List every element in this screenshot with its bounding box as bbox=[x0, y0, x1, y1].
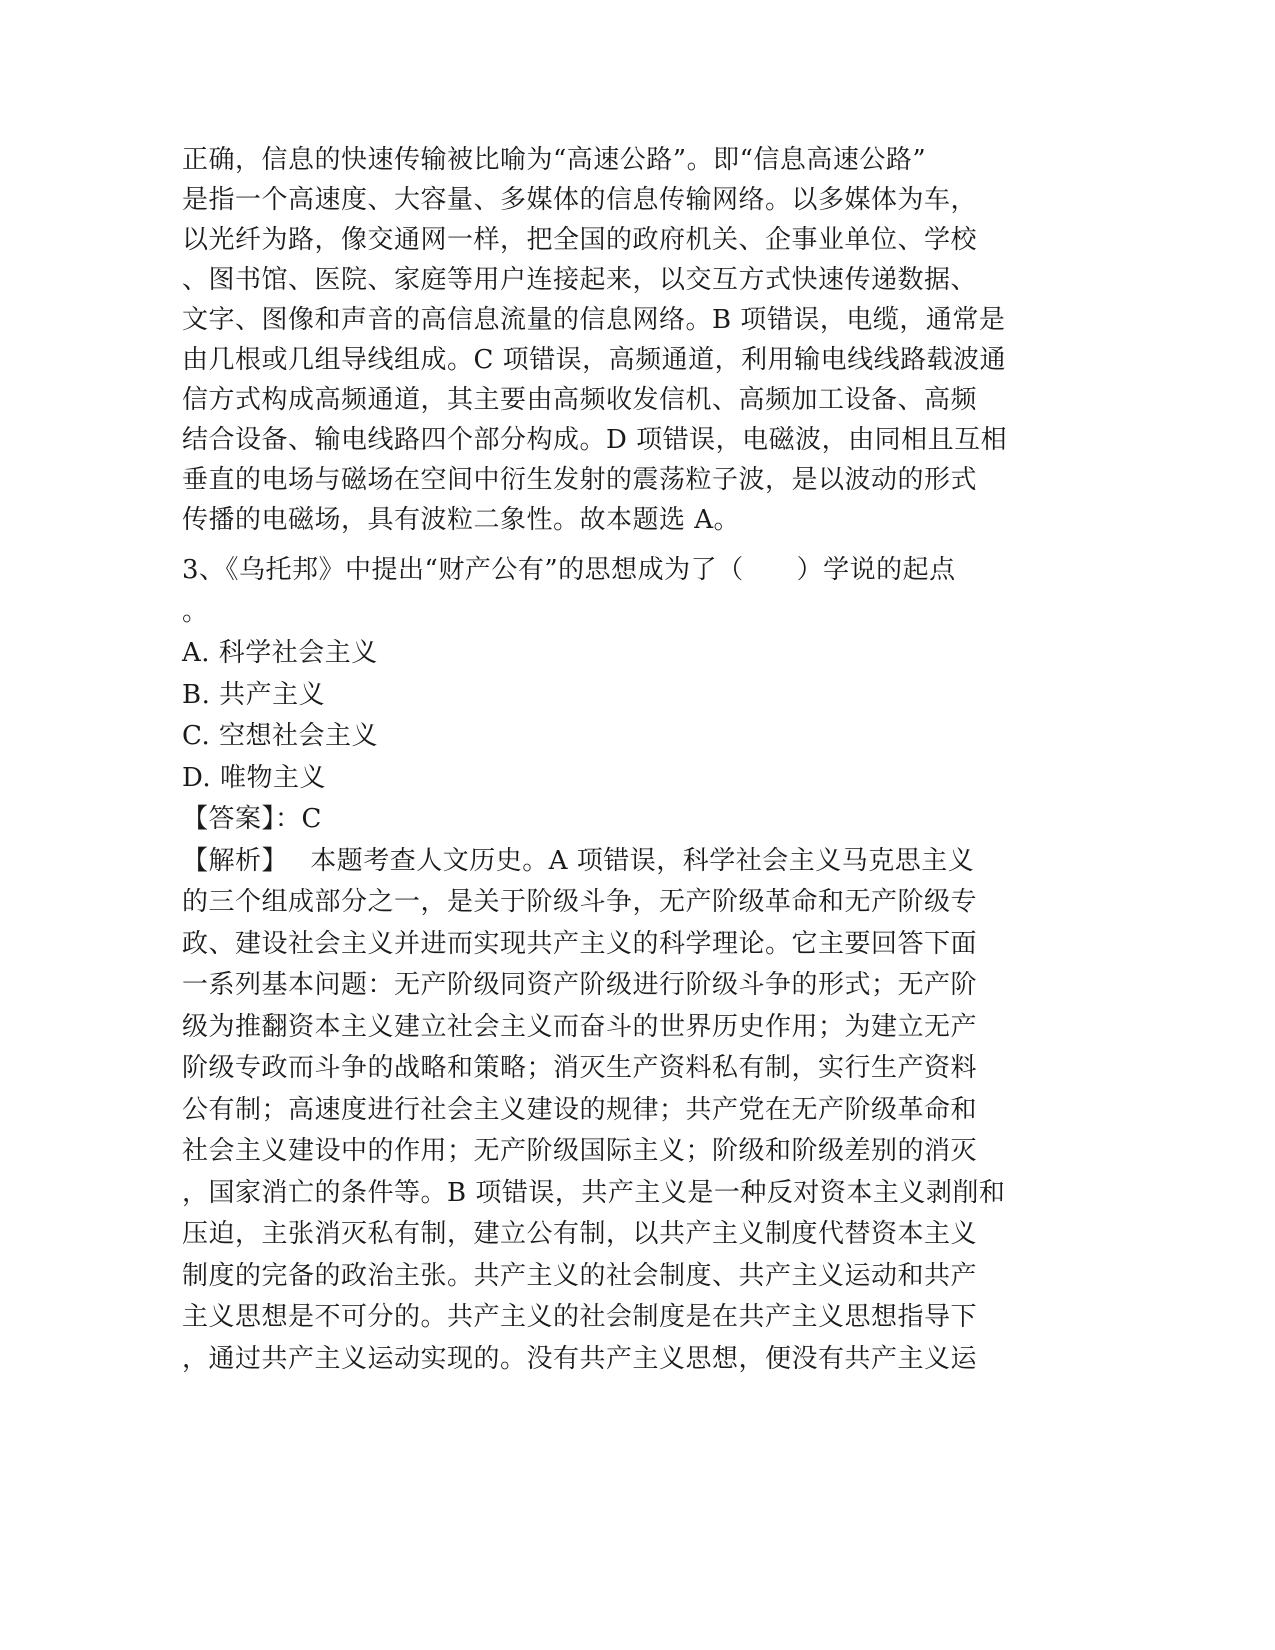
analysis-line: 阶级专政而斗争的战略和策略；消灭生产资料私有制，实行生产资料 bbox=[182, 1053, 978, 1083]
option-a: A. 科学社会主义 bbox=[182, 638, 378, 668]
explanation-line: 正确，信息的快速传输被比喻为“高速公路”。即“信息高速公路” bbox=[182, 145, 927, 175]
explanation-line: 结合设备、输电线路四个部分构成。D 项错误，电磁波，由同相且互相 bbox=[182, 425, 1008, 455]
analysis-line: 社会主义建设中的作用；无产阶级国际主义；阶级和阶级差别的消灭 bbox=[182, 1136, 978, 1166]
analysis-line: 主义思想是不可分的。共产主义的社会制度是在共产主义思想指导下 bbox=[182, 1302, 978, 1332]
analysis-line: 公有制；高速度进行社会主义建设的规律；共产党在无产阶级革命和 bbox=[182, 1094, 978, 1125]
option-d: D. 唯物主义 bbox=[182, 762, 326, 793]
answer-line: 【答案】：C bbox=[182, 804, 322, 834]
option-c: C. 空想社会主义 bbox=[182, 721, 378, 751]
question-stem: 3、《乌托邦》中提出“财产公有”的思想成为了（ ）学说的起点 bbox=[182, 555, 956, 585]
explanation-line: 、图书馆、医院、家庭等用户连接起来，以交互方式快速传递数据、 bbox=[182, 265, 978, 295]
analysis-line: ，通过共产主义运动实现的。没有共产主义思想，便没有共产主义运 bbox=[182, 1343, 978, 1374]
explanation-line: 信方式构成高频通道，其主要由高频收发信机、高频加工设备、高频 bbox=[182, 385, 978, 415]
document-page bbox=[182, 140, 1062, 1380]
explanation-line: 文字、图像和声音的高信息流量的信息网络。B 项错误，电缆，通常是 bbox=[182, 305, 1006, 335]
question-stem: 。 bbox=[182, 596, 209, 627]
question-3 bbox=[182, 550, 1062, 1380]
explanation-line: 由几根或几组导线组成。C 项错误，高频通道，利用输电线线路载波通 bbox=[182, 345, 1007, 375]
analysis-line: 一系列基本问题：无产阶级同资产阶级进行阶级斗争的形式；无产阶 bbox=[182, 970, 978, 1000]
analysis-line: 【解析】 本题考查人文历史。A 项错误，科学社会主义马克思主义 bbox=[182, 845, 975, 876]
analysis-line: 的三个组成部分之一，是关于阶级斗争，无产阶级革命和无产阶级专 bbox=[182, 887, 978, 917]
analysis-line: 压迫，主张消灭私有制，建立公有制，以共产主义制度代替资本主义 bbox=[182, 1219, 978, 1249]
option-b: B. 共产主义 bbox=[182, 679, 326, 710]
explanation-line: 垂直的电场与磁场在空间中衍生发射的震荡粒子波，是以波动的形式 bbox=[182, 465, 978, 495]
analysis-line: 级为推翻资本主义建立社会主义而奋斗的世界历史作用；为建立无产 bbox=[182, 1011, 978, 1042]
explanation-line: 是指一个高速度、大容量、多媒体的信息传输网络。以多媒体为车， bbox=[182, 185, 978, 215]
analysis-line: 政、建设社会主义并进而实现共产主义的科学理论。它主要回答下面 bbox=[182, 928, 978, 959]
explanation-line: 以光纤为路，像交通网一样，把全国的政府机关、企事业单位、学校 bbox=[182, 225, 978, 255]
explanation-line: 传播的电磁场，具有波粒二象性。故本题选 A。 bbox=[182, 505, 741, 535]
analysis-line: 制度的完备的政治主张。共产主义的社会制度、共产主义运动和共产 bbox=[182, 1260, 978, 1291]
analysis-line: ，国家消亡的条件等。B 项错误，共产主义是一种反对资本主义剥削和 bbox=[182, 1177, 1006, 1208]
previous-explanation bbox=[182, 140, 1062, 540]
